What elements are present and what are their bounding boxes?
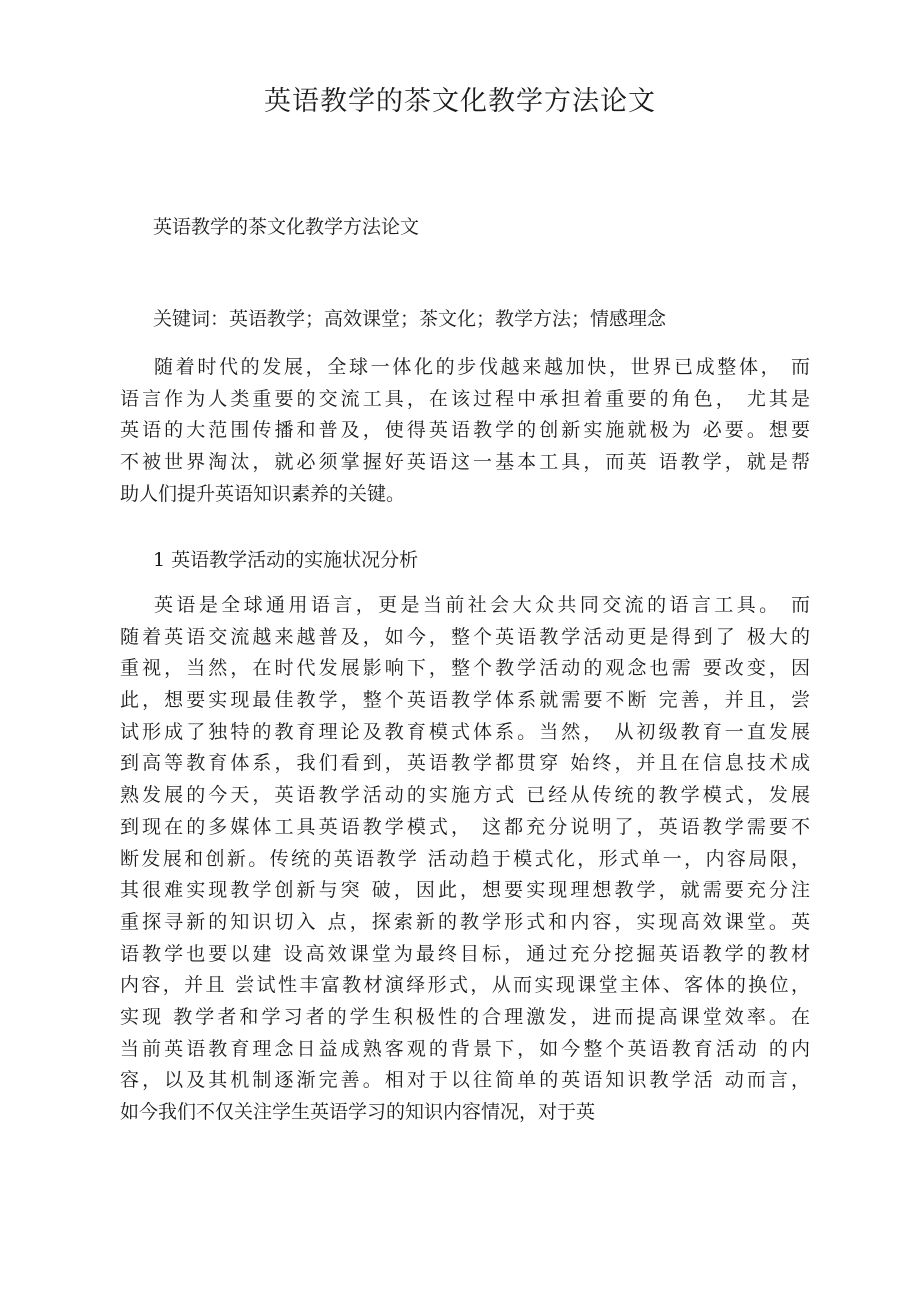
paragraph-line: 英语的大范围传播和普及，使得英语教学的创新实施就极为 必要。想要 xyxy=(120,419,810,442)
paragraph-line: 断发展和创新。传统的英语教学 活动趋于模式化，形式单一，内容局限， xyxy=(120,847,810,870)
paragraph-line: 如今我们不仅关注学生英语学习的知识内容情况，对于英 xyxy=(120,1101,596,1123)
document-subtitle: 英语教学的茶文化教学方法论文 xyxy=(153,216,420,238)
keywords-line: 关键词：英语教学；高效课堂；茶文化；教学方法；情感理念 xyxy=(153,308,667,330)
paragraph-line: 助人们提升英语知识素养的关键。 xyxy=(120,482,406,505)
section-heading: 1 英语教学活动的实施状况分析 xyxy=(153,549,419,571)
paragraph-line: 其很难实现教学创新与突 破，因此，想要实现理想教学，就需要充分注 xyxy=(120,879,810,902)
document-title: 英语教学的茶文化教学方法论文 xyxy=(264,86,656,117)
paragraph-line: 此，想要实现最佳教学，整个英语教学体系就需要不断 完善，并且，尝 xyxy=(120,689,810,712)
paragraph-line: 试形成了独特的教育理论及教育模式体系。当然， 从初级教育一直发展 xyxy=(120,720,810,743)
paragraph-line: 重探寻新的知识切入 点，探索新的教学形式和内容，实现高效课堂。英 xyxy=(120,910,810,933)
paragraph-line: 重视，当然，在时代发展影响下，整个教学活动的观念也需 要改变，因 xyxy=(120,657,810,680)
paragraph-line: 不被世界淘汰，就必须掌握好英语这一基本工具，而英 语教学，就是帮 xyxy=(120,451,810,474)
paragraph-line: 实现 教学者和学习者的学生积极性的合理激发，进而提高课堂效率。在 xyxy=(120,1005,810,1028)
paragraph-line: 随着英语交流越来越普及，如今，整个英语教学活动更是得到了 极大的 xyxy=(120,625,810,648)
paragraph-line: 熟发展的今天，英语教学活动的实施方式 已经从传统的教学模式，发展 xyxy=(120,784,810,807)
paragraph-line: 语教学也要以建 设高效课堂为最终目标，通过充分挖掘英语教学的教材 xyxy=(120,942,810,965)
paragraph-line: 英语是全球通用语言，更是当前社会大众共同交流的语言工具。 而 xyxy=(154,594,810,616)
paragraph-line: 语言作为人类重要的交流工具，在该过程中承担着重要的角色， 尤其是 xyxy=(120,387,810,410)
intro-paragraph xyxy=(120,352,810,510)
paragraph-line: 到现在的多媒体工具英语教学模式， 这都充分说明了，英语教学需要不 xyxy=(120,815,810,838)
paragraph-line: 内容，并且 尝试性丰富教材演绎形式，从而实现课堂主体、客体的换位， xyxy=(120,974,810,997)
section-paragraph xyxy=(120,590,810,1129)
paragraph-line: 随着时代的发展，全球一体化的步伐越来越加快，世界已成整体， 而 xyxy=(154,356,810,378)
paragraph-line: 当前英语教育理念日益成熟客观的背景下，如今整个英语教育活动 的内 xyxy=(120,1037,810,1060)
paragraph-line: 容，以及其机制逐渐完善。相对于以往简单的英语知识教学活 动而言， xyxy=(120,1069,810,1092)
paragraph-line: 到高等教育体系，我们看到，英语教学都贯穿 始终，并且在信息技术成 xyxy=(120,752,810,775)
